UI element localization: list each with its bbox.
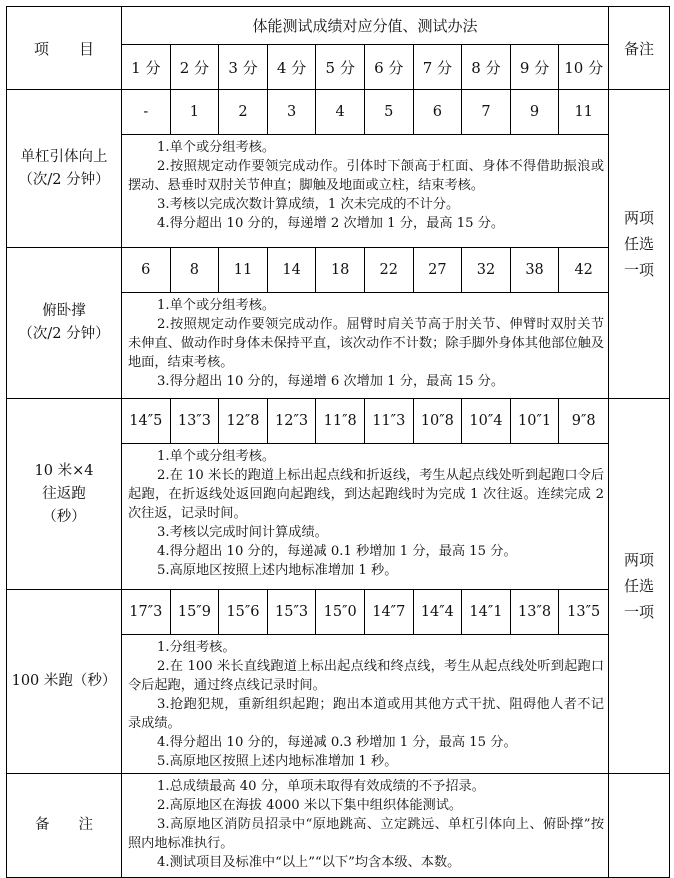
- score-value-cell: 14″7: [364, 590, 413, 635]
- method-description-pullup: [122, 135, 609, 248]
- score-value-cell: 9″8: [559, 399, 609, 444]
- item-name-line: （秒）: [42, 508, 86, 525]
- method-line: 2.按照规定动作要领完成动作。屈臂时肩关节高于肘关节、伸臂时双肘关节未伸直、做动作时身体未保持平直，该次动作不计数；除手脚外身体其他部位触及地面，结束考核。: [128, 317, 605, 370]
- method-line: 4.得分超出 10 分的，每递减 0.3 秒增加 1 分，最高 15 分。: [157, 735, 517, 750]
- item-name-line: 100 米跑（秒）: [11, 673, 117, 689]
- method-line: 3.考核以完成次数计算成绩，1 次未完成的不计分。: [157, 197, 460, 212]
- score-value-cell: 9: [510, 90, 559, 135]
- method-line: 5.高原地区按照上述内地标准增加 1 秒。: [157, 754, 398, 769]
- score-value-cell: 32: [462, 248, 511, 293]
- remark-line: 两项: [624, 551, 655, 569]
- footer-empty-cell: [609, 774, 670, 878]
- method-line: 3.考核以完成时间计算成绩。: [157, 525, 328, 540]
- footer-remark-label: 备 注: [7, 774, 122, 878]
- score-value-cell: 15″6: [219, 590, 268, 635]
- score-value-cell: -: [122, 90, 171, 135]
- method-line: 1.单个或分组考核。: [157, 298, 276, 313]
- remark-group-1: [609, 90, 670, 399]
- footer-line: 3.高原地区消防员招录中“原地跳高、立定跳远、单杠引体向上、俯卧撑”按照内地标准执行。: [128, 817, 605, 851]
- score-value-cell: 11: [559, 90, 609, 135]
- method-line: 4.得分超出 10 分的，每递减 0.1 秒增加 1 分，最高 15 分。: [157, 544, 517, 559]
- method-description-pushup: [122, 293, 609, 399]
- score-title-header: 体能测试成绩对应分值、测试办法: [122, 7, 609, 45]
- score-header-cell: 5 分: [316, 45, 365, 90]
- item-name-line: 俯卧撑: [42, 303, 86, 319]
- remark-line: 一项: [624, 261, 655, 279]
- score-header-cell: 3 分: [219, 45, 268, 90]
- score-value-cell: 10″4: [462, 399, 511, 444]
- score-value-cell: 14: [267, 248, 316, 293]
- fitness-standards-table: [6, 6, 670, 878]
- score-value-cell: 27: [413, 248, 462, 293]
- score-value-cell: 14″1: [462, 590, 511, 635]
- method-line: 3.抢跑犯规，重新组织起跑；跑出本道或用其他方式干扰、阻碍他人者不记录成绩。: [128, 697, 605, 731]
- remark-line: 两项: [624, 209, 655, 227]
- score-value-cell: 4: [316, 90, 365, 135]
- score-value-cell: 11″3: [364, 399, 413, 444]
- footer-line: 2.高原地区在海拔 4000 米以下集中组织体能测试。: [157, 798, 463, 813]
- method-line: 1.分组考核。: [157, 640, 236, 655]
- score-value-cell: 6: [122, 248, 171, 293]
- method-line: 1.单个或分组考核。: [157, 449, 276, 464]
- item-column-header: 项 目: [7, 7, 122, 90]
- score-value-cell: 22: [364, 248, 413, 293]
- score-header-cell: 7 分: [413, 45, 462, 90]
- score-value-cell: 5: [364, 90, 413, 135]
- item-name-line: （次/2 分钟）: [18, 171, 110, 188]
- item-name-line: （次/2 分钟）: [18, 326, 110, 342]
- score-value-cell: 15″0: [316, 590, 365, 635]
- score-value-cell: 12″3: [267, 399, 316, 444]
- method-line: 1.单个或分组考核。: [157, 140, 276, 155]
- score-value-cell: 14″5: [122, 399, 171, 444]
- remark-line: 任选: [624, 577, 655, 595]
- item-name-line: 10 米×4: [34, 462, 94, 479]
- score-value-cell: 1: [170, 90, 219, 135]
- score-value-cell: 10″8: [413, 399, 462, 444]
- score-value-cell: 15″9: [170, 590, 219, 635]
- score-value-cell: 11: [219, 248, 268, 293]
- item-name-pullup: [7, 90, 122, 248]
- score-value-cell: 14″4: [413, 590, 462, 635]
- score-value-cell: 15″3: [267, 590, 316, 635]
- score-value-cell: 18: [316, 248, 365, 293]
- footer-remark-content: [122, 774, 609, 878]
- score-value-cell: 17″3: [122, 590, 171, 635]
- score-value-cell: 13″3: [170, 399, 219, 444]
- method-description-shuttle-run: [122, 444, 609, 590]
- remark-column-header: 备注: [609, 7, 670, 90]
- score-header-cell: 10 分: [559, 45, 609, 90]
- score-value-cell: 2: [219, 90, 268, 135]
- item-name-line: 往返跑: [42, 485, 86, 502]
- score-header-cell: 6 分: [364, 45, 413, 90]
- item-name-shuttle-run: [7, 399, 122, 590]
- score-header-cell: 8 分: [462, 45, 511, 90]
- score-value-cell: 12″8: [219, 399, 268, 444]
- footer-line: 4.测试项目及标准中“以上”“以下”均含本级、本数。: [157, 855, 461, 870]
- method-line: 3.得分超出 10 分的，每递增 6 次增加 1 分，最高 15 分。: [157, 374, 505, 389]
- method-description-100m-run: [122, 635, 609, 774]
- method-line: 2.按照规定动作要领完成动作。引体时下颌高于杠面、身体不得借助振浪或摆动、悬垂时双肘关节伸直；脚触及地面或立柱，结束考核。: [128, 159, 605, 193]
- score-value-cell: 3: [267, 90, 316, 135]
- method-line: 2.在 100 米长直线跑道上标出起点线和终点线，考生从起点线处听到起跑口令后起跑，通过终点线记录时间。: [128, 659, 605, 693]
- footer-line: 1.总成绩最高 40 分，单项未取得有效成绩的不予招录。: [157, 779, 485, 794]
- score-header-cell: 2 分: [170, 45, 219, 90]
- score-value-cell: 6: [413, 90, 462, 135]
- score-value-cell: 13″8: [510, 590, 559, 635]
- score-header-cell: 4 分: [267, 45, 316, 90]
- score-value-cell: 38: [510, 248, 559, 293]
- score-value-cell: 42: [559, 248, 609, 293]
- score-header-cell: 1 分: [122, 45, 171, 90]
- method-line: 4.得分超出 10 分的，每递增 2 次增加 1 分，最高 15 分。: [157, 216, 505, 231]
- method-line: 5.高原地区按照上述内地标准增加 1 秒。: [157, 563, 398, 578]
- remark-group-2: [609, 399, 670, 774]
- method-line: 2.在 10 米长的跑道上标出起点线和折返线，考生从起点线处听到起跑口令后起跑，在折返线处返回跑向起跑线，到达起跑线时为完成 1 次往返。连续完成 2 次往返，记录时间。: [128, 468, 605, 521]
- score-value-cell: 10″1: [510, 399, 559, 444]
- item-name-100m-run: [7, 590, 122, 774]
- score-header-cell: 9 分: [510, 45, 559, 90]
- score-value-cell: 11″8: [316, 399, 365, 444]
- remark-line: 任选: [624, 235, 655, 253]
- score-value-cell: 7: [462, 90, 511, 135]
- score-value-cell: 8: [170, 248, 219, 293]
- remark-line: 一项: [624, 603, 655, 621]
- item-name-pushup: [7, 248, 122, 399]
- item-name-line: 单杠引体向上: [20, 148, 108, 165]
- score-value-cell: 13″5: [559, 590, 609, 635]
